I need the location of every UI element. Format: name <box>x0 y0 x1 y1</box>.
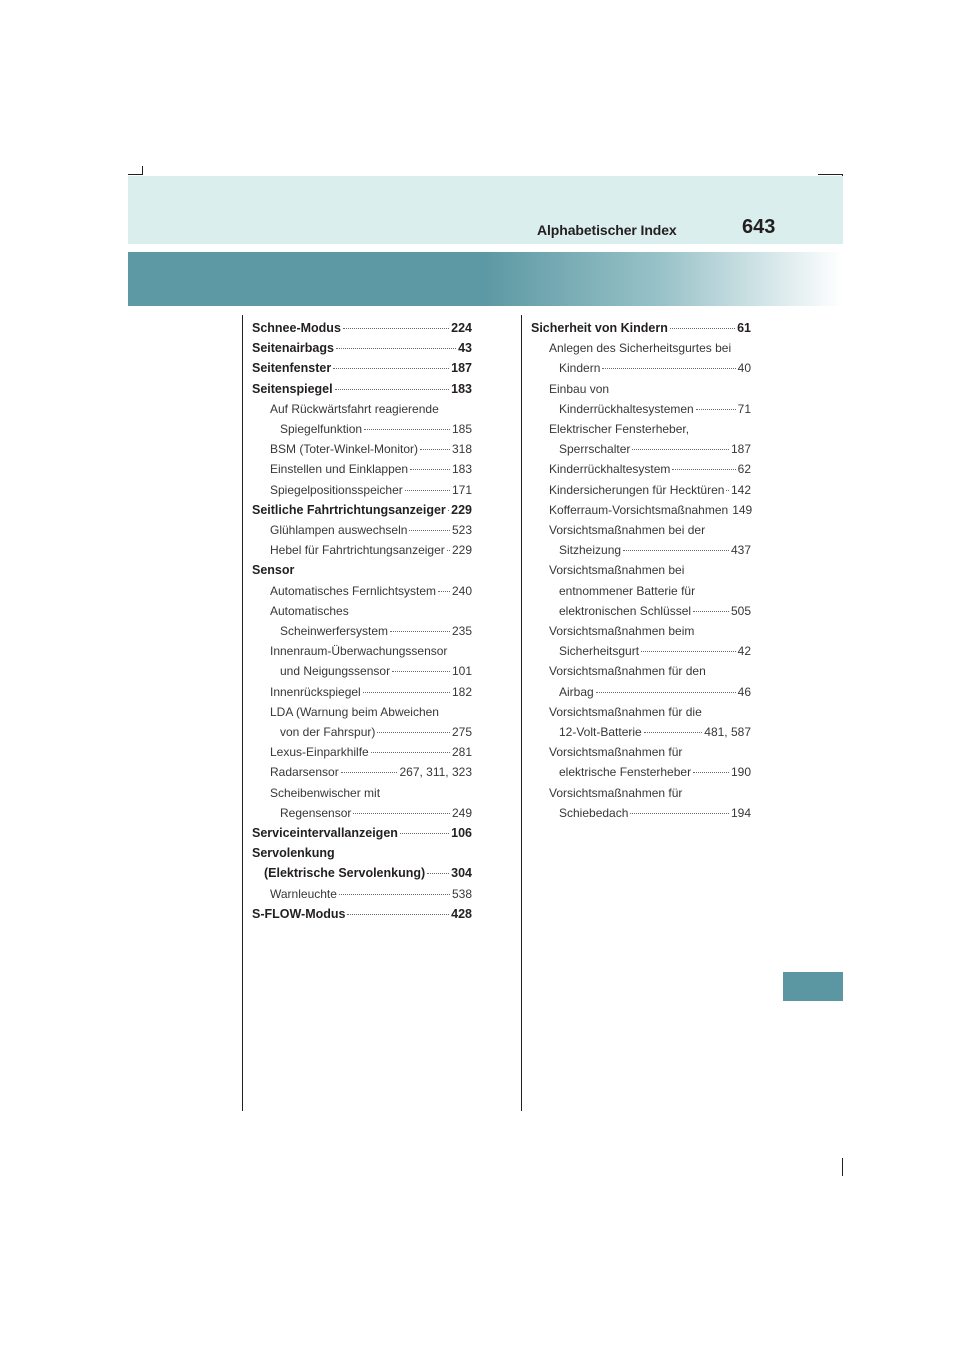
index-entry-page: 229 <box>451 502 472 517</box>
index-column-left <box>252 318 472 924</box>
index-entry-page: 318 <box>451 442 472 457</box>
index-entry-label: Sicherheitsgurt <box>559 644 640 659</box>
leader-dots <box>377 732 450 733</box>
index-entry-page: 235 <box>451 624 472 639</box>
index-entry-label: Kindersicherungen für Hecktüren <box>549 482 725 497</box>
index-entry-label: Automatisches Fernlichtsystem <box>270 583 437 598</box>
index-entry-label: Hebel für Fahrtrichtungsanzeiger <box>270 543 445 558</box>
index-entry <box>252 803 472 823</box>
index-entry <box>252 439 472 459</box>
leader-dots <box>400 833 449 834</box>
index-entry-label: Sicherheit von Kindern <box>531 321 668 335</box>
index-entry-label: Anlegen des Sicherheitsgurtes bei <box>549 341 732 356</box>
index-entry-label: Seitenfenster <box>252 361 332 376</box>
index-entry <box>531 621 751 641</box>
index-entry <box>252 843 472 863</box>
index-entry-page: 240 <box>451 583 472 598</box>
index-entry <box>531 318 751 338</box>
index-entry-page: 229 <box>451 543 472 558</box>
index-entry <box>252 480 472 500</box>
index-entry-label: Warnleuchte <box>270 886 337 901</box>
index-entry-label: Innenrückspiegel <box>270 684 361 699</box>
index-entry-page: 149 <box>732 502 753 517</box>
leader-dots <box>630 813 729 814</box>
index-entry-page: 106 <box>451 826 472 841</box>
index-entry-label: Einstellen und Einklappen <box>270 462 409 477</box>
leader-dots <box>410 469 450 470</box>
index-entry-label: Vorsichtsmaßnahmen für <box>549 745 683 760</box>
section-gradient-bar <box>128 252 843 306</box>
index-entry-page: 505 <box>730 603 751 618</box>
leader-dots <box>448 510 449 511</box>
index-entry <box>531 520 751 540</box>
index-entry <box>531 742 751 762</box>
index-entry <box>252 641 472 661</box>
index-entry <box>252 318 472 338</box>
index-entry-label: Servolenkung <box>252 846 335 861</box>
index-entry-label: Sperrschalter <box>559 442 631 457</box>
leader-dots <box>438 591 450 592</box>
index-entry-page: 281 <box>451 745 472 760</box>
index-entry-label: Elektrischer Fensterheber, <box>549 422 690 437</box>
crop-mark-top-left-h <box>128 174 142 175</box>
index-entry-label: elektronischen Schlüssel <box>559 603 692 618</box>
leader-dots <box>427 873 449 874</box>
index-entry-page: 61 <box>737 321 751 335</box>
index-entry <box>531 682 751 702</box>
column-rule-middle <box>521 315 522 1111</box>
index-entry-label: elektrische Fensterheber <box>559 765 692 780</box>
index-entry-label: Regensensor <box>280 805 352 820</box>
index-entry <box>252 379 472 399</box>
index-entry-label: Seitliche Fahrtrichtungsanzeiger <box>252 502 446 517</box>
index-entry <box>531 661 751 681</box>
index-entry-page: 481, 587 <box>704 725 751 740</box>
leader-dots <box>672 469 735 470</box>
index-entry <box>531 399 751 419</box>
index-entry-label: (Elektrische Servolenkung) <box>264 866 426 881</box>
index-entry <box>252 520 472 540</box>
index-entry <box>252 884 472 904</box>
chapter-tab <box>783 972 843 1001</box>
index-entry-page: 428 <box>451 906 472 921</box>
index-entry-label: und Neigungssensor <box>280 664 391 679</box>
index-entry-label: Glühlampen auswechseln <box>270 523 408 538</box>
index-entry-page: 187 <box>451 361 472 376</box>
index-entry-label: Innenraum-Überwachungssensor <box>270 644 448 659</box>
index-entry-label: Scheinwerfersystem <box>280 624 389 639</box>
page-title: Alphabetischer Index <box>537 222 677 238</box>
index-entry-label: Schnee-Modus <box>252 321 341 335</box>
index-entry <box>252 682 472 702</box>
index-entry <box>531 601 751 621</box>
leader-dots <box>644 732 703 733</box>
index-entry-label: LDA (Warnung beim Abweichen <box>270 704 439 719</box>
index-entry <box>252 601 472 621</box>
index-entry <box>252 904 472 924</box>
index-entry <box>252 459 472 479</box>
index-entry-page: 71 <box>737 401 751 416</box>
index-entry <box>531 480 751 500</box>
index-entry-label: Vorsichtsmaßnahmen bei <box>549 563 685 578</box>
leader-dots <box>420 449 450 450</box>
index-entry <box>531 338 751 358</box>
index-entry <box>531 722 751 742</box>
index-entry-page: 187 <box>730 442 751 457</box>
index-entry-label: entnommener Batterie für <box>559 583 696 598</box>
index-entry-page: 42 <box>737 644 751 659</box>
index-entry-label: Vorsichtsmaßnahmen für <box>549 785 683 800</box>
index-entry-label: BSM (Toter-Winkel-Monitor) <box>270 442 419 457</box>
leader-dots <box>623 550 729 551</box>
index-entry-label: Vorsichtsmaßnahmen für die <box>549 704 702 719</box>
index-entry <box>531 581 751 601</box>
index-entry <box>252 863 472 883</box>
index-entry-label: Einbau von <box>549 381 610 396</box>
index-entry-label: Sensor <box>252 563 295 578</box>
index-entry-page: 275 <box>451 725 472 740</box>
leader-dots <box>353 813 450 814</box>
index-entry <box>252 742 472 762</box>
leader-dots <box>333 368 449 369</box>
leader-dots <box>596 692 736 693</box>
index-entry <box>531 783 751 803</box>
index-entry-label: Schiebedach <box>559 805 629 820</box>
index-entry <box>252 338 472 358</box>
index-entry-label: Airbag <box>559 684 594 699</box>
index-entry-page: 171 <box>451 482 472 497</box>
index-entry-page: 183 <box>451 381 472 396</box>
index-entry <box>252 783 472 803</box>
index-entry <box>252 762 472 782</box>
index-entry <box>531 641 751 661</box>
index-entry-label: Vorsichtsmaßnahmen für den <box>549 664 706 679</box>
index-entry-page: 101 <box>451 664 472 679</box>
column-rule-left <box>242 315 243 1111</box>
index-entry <box>252 722 472 742</box>
index-entry-page: 437 <box>730 543 751 558</box>
index-entry-label: 12-Volt-Batterie <box>559 725 642 740</box>
leader-dots <box>339 894 450 895</box>
index-entry <box>252 419 472 439</box>
index-entry-label: Seitenairbags <box>252 341 334 356</box>
index-entry-page: 194 <box>730 805 751 820</box>
index-entry-page: 185 <box>451 422 472 437</box>
index-entry <box>531 762 751 782</box>
index-entry-label: Vorsichtsmaßnahmen bei der <box>549 523 706 538</box>
index-entry-page: 523 <box>451 523 472 538</box>
index-entry-label: Serviceintervallanzeigen <box>252 826 398 841</box>
index-entry <box>252 621 472 641</box>
leader-dots <box>641 651 736 652</box>
index-entry-page: 43 <box>458 341 472 356</box>
index-entry <box>252 581 472 601</box>
index-column-right <box>531 318 751 823</box>
index-entry-label: Kinderrückhaltesystemen <box>559 401 694 416</box>
index-entry <box>252 823 472 843</box>
leader-dots <box>364 429 450 430</box>
crop-mark-top-right-h <box>818 174 843 175</box>
leader-dots <box>693 772 729 773</box>
page-number: 643 <box>742 216 776 238</box>
leader-dots <box>602 368 735 369</box>
index-entry-label: Vorsichtsmaßnahmen beim <box>549 624 695 639</box>
index-entry <box>531 702 751 722</box>
leader-dots <box>670 328 735 329</box>
index-entry-label: Spiegelfunktion <box>280 422 363 437</box>
index-entry <box>531 803 751 823</box>
index-entry-label: Automatisches <box>270 603 349 618</box>
index-entry <box>531 419 751 439</box>
index-entry-page: 538 <box>451 886 472 901</box>
leader-dots <box>409 530 450 531</box>
leader-dots <box>405 490 450 491</box>
index-entry-label: Kofferraum-Vorsichtsmaßnahmen <box>549 502 729 517</box>
index-entry-page: 62 <box>737 462 751 477</box>
index-entry-page: 190 <box>730 765 751 780</box>
leader-dots <box>335 389 450 390</box>
leader-dots <box>392 671 450 672</box>
index-entry-label: Auf Rückwärtsfahrt reagierende <box>270 401 439 416</box>
index-entry-page: 267, 311, 323 <box>399 765 472 780</box>
index-entry-label: Radarsensor <box>270 765 339 780</box>
leader-dots <box>363 692 450 693</box>
index-entry-page: 224 <box>451 321 472 335</box>
index-entry <box>531 439 751 459</box>
leader-dots <box>347 914 449 915</box>
leader-dots <box>696 409 736 410</box>
index-entry-page: 182 <box>451 684 472 699</box>
leader-dots <box>336 348 456 349</box>
index-entry-page: 40 <box>737 361 751 376</box>
index-entry-label: Scheibenwischer mit <box>270 785 381 800</box>
index-entry <box>252 358 472 378</box>
leader-dots <box>726 490 729 491</box>
index-entry <box>252 399 472 419</box>
index-entry <box>531 500 751 520</box>
index-entry-label: Sitzheizung <box>559 543 622 558</box>
leader-dots <box>693 611 729 612</box>
index-entry <box>531 358 751 378</box>
index-entry <box>252 661 472 681</box>
index-entry-label: Lexus-Einparkhilfe <box>270 745 369 760</box>
leader-dots <box>341 772 398 773</box>
index-entry <box>531 560 751 580</box>
index-entry-label: von der Fahrspur) <box>280 725 376 740</box>
index-entry-page: 249 <box>451 805 472 820</box>
index-entry-page: 304 <box>451 866 472 881</box>
crop-mark-top-left-v <box>142 166 143 175</box>
index-entry-page: 46 <box>737 684 751 699</box>
index-entry-label: Kindern <box>559 361 601 376</box>
index-entry <box>531 379 751 399</box>
index-entry <box>531 540 751 560</box>
crop-mark-bottom-right-v <box>842 1158 843 1176</box>
leader-dots <box>390 631 450 632</box>
index-entry <box>252 702 472 722</box>
index-entry-label: S-FLOW-Modus <box>252 906 346 921</box>
header-band <box>128 176 843 244</box>
index-entry-page: 183 <box>451 462 472 477</box>
index-entry <box>531 459 751 479</box>
index-entry-page: 142 <box>730 482 751 497</box>
index-entry <box>252 560 472 580</box>
leader-dots <box>371 752 450 753</box>
leader-dots <box>632 449 729 450</box>
leader-dots <box>447 550 450 551</box>
index-entry-label: Seitenspiegel <box>252 381 333 396</box>
index-entry <box>252 540 472 560</box>
index-entry <box>252 500 472 520</box>
index-entry-label: Spiegelpositionsspeicher <box>270 482 403 497</box>
leader-dots <box>343 328 449 329</box>
index-entry-label: Kinderrückhaltesystem <box>549 462 671 477</box>
